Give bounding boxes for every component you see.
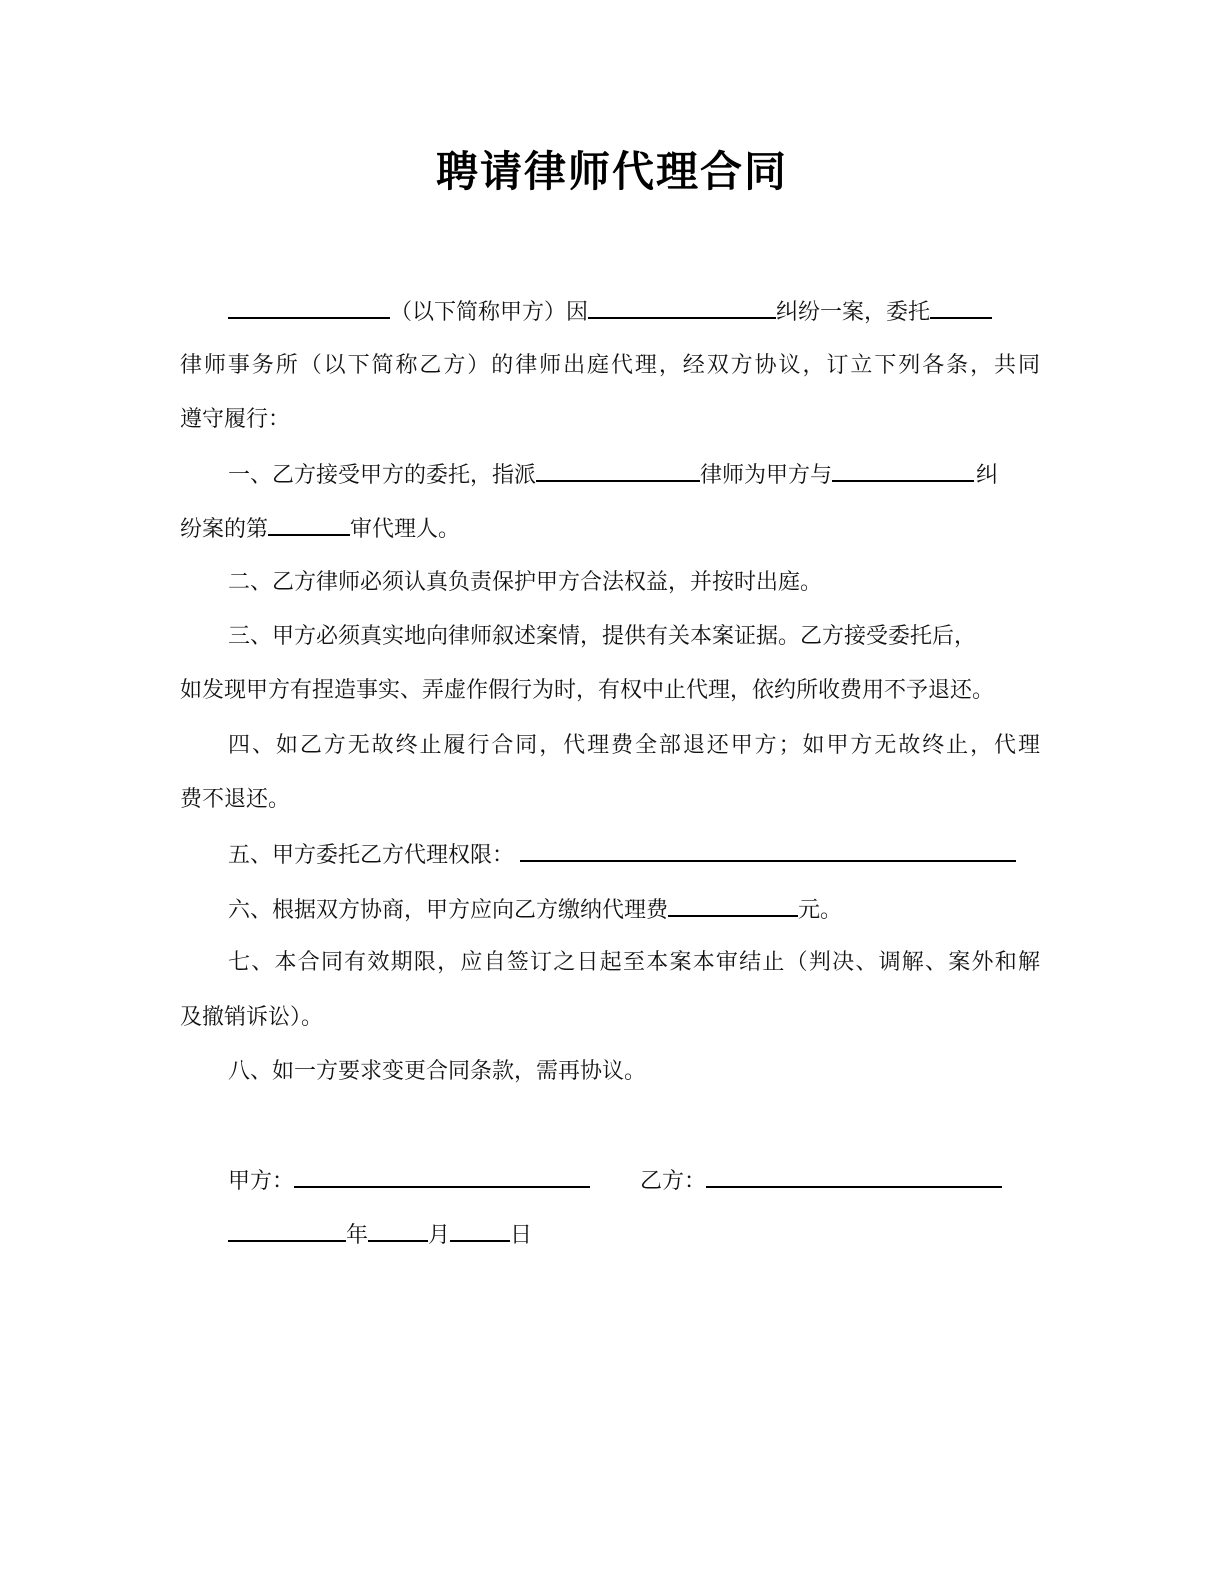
year-blank[interactable] xyxy=(228,1220,346,1242)
clause-7-line-1: 七、本合同有效期限，应自签订之日起至本案本审结止（判决、调解、案外和解 xyxy=(228,950,1040,975)
party-a-signature-blank[interactable] xyxy=(294,1166,590,1188)
clause-1-text-b: 律师为甲方与 xyxy=(700,463,833,488)
clause-1-text-a: 一、乙方接受甲方的委托，指派 xyxy=(228,463,537,488)
intro-text-b: 纠纷一案，委托 xyxy=(776,300,931,325)
clause-4-line-2: 费不退还。 xyxy=(180,787,291,812)
month-blank[interactable] xyxy=(368,1220,428,1242)
intro-line-3: 遵守履行： xyxy=(180,407,291,432)
clause-1-line-2 xyxy=(180,514,1040,545)
lawyer-name-blank[interactable] xyxy=(536,460,700,482)
law-firm-name-blank[interactable] xyxy=(930,297,992,319)
trial-level-blank[interactable] xyxy=(268,514,350,536)
document-title: 聘请律师代理合同 xyxy=(435,147,788,196)
clause-2: 二、乙方律师必须认真负责保护甲方合法权益，并按时出庭。 xyxy=(228,570,823,595)
year-label: 年 xyxy=(346,1223,369,1248)
agency-fee-blank[interactable] xyxy=(668,895,798,917)
clause-8: 八、如一方要求变更合同条款，需再协议。 xyxy=(228,1059,647,1084)
signature-row xyxy=(228,1166,1040,1197)
party-a-name-blank[interactable] xyxy=(228,297,390,319)
clause-6 xyxy=(228,895,1040,926)
party-b-signature-blank[interactable] xyxy=(706,1166,1002,1188)
month-label: 月 xyxy=(428,1223,451,1248)
intro-line-1 xyxy=(228,297,1040,328)
clause-6-text-b: 元。 xyxy=(798,898,843,923)
clause-3-line-1: 三、甲方必须真实地向律师叙述案情，提供有关本案证据。乙方接受委托后， xyxy=(228,624,977,649)
clause-4-line-1: 四、如乙方无故终止履行合同，代理费全部退还甲方；如甲方无故终止，代理 xyxy=(228,733,1040,758)
dispute-type-blank[interactable] xyxy=(588,297,776,319)
clause-7-line-2: 及撤销诉讼）。 xyxy=(180,1005,324,1030)
clause-5 xyxy=(228,840,1040,871)
day-label: 日 xyxy=(510,1223,533,1248)
clause-6-text-a: 六、根据双方协商，甲方应向乙方缴纳代理费 xyxy=(228,898,669,923)
intro-line-2: 律师事务所（以下简称乙方）的律师出庭代理，经双方协议，订立下列各条，共同 xyxy=(180,353,1040,378)
clause-1-line-1 xyxy=(228,460,1040,491)
party-a-label: 甲方： xyxy=(228,1169,295,1194)
party-b-label: 乙方： xyxy=(640,1169,707,1194)
day-blank[interactable] xyxy=(450,1220,510,1242)
clause-1-text-c: 纠 xyxy=(976,463,999,488)
date-row xyxy=(228,1220,1040,1251)
clause-1-text-e: 审代理人。 xyxy=(350,517,461,542)
opponent-name-blank[interactable] xyxy=(832,460,974,482)
clause-5-text: 五、甲方委托乙方代理权限： xyxy=(228,843,515,868)
clause-1-text-d: 纷案的第 xyxy=(180,517,269,542)
authority-scope-blank[interactable] xyxy=(520,840,1016,862)
intro-text-a: （以下简称甲方）因 xyxy=(390,300,589,325)
clause-3-line-2: 如发现甲方有捏造事实、弄虚作假行为时，有权中止代理，依约所收费用不予退还。 xyxy=(180,678,995,703)
